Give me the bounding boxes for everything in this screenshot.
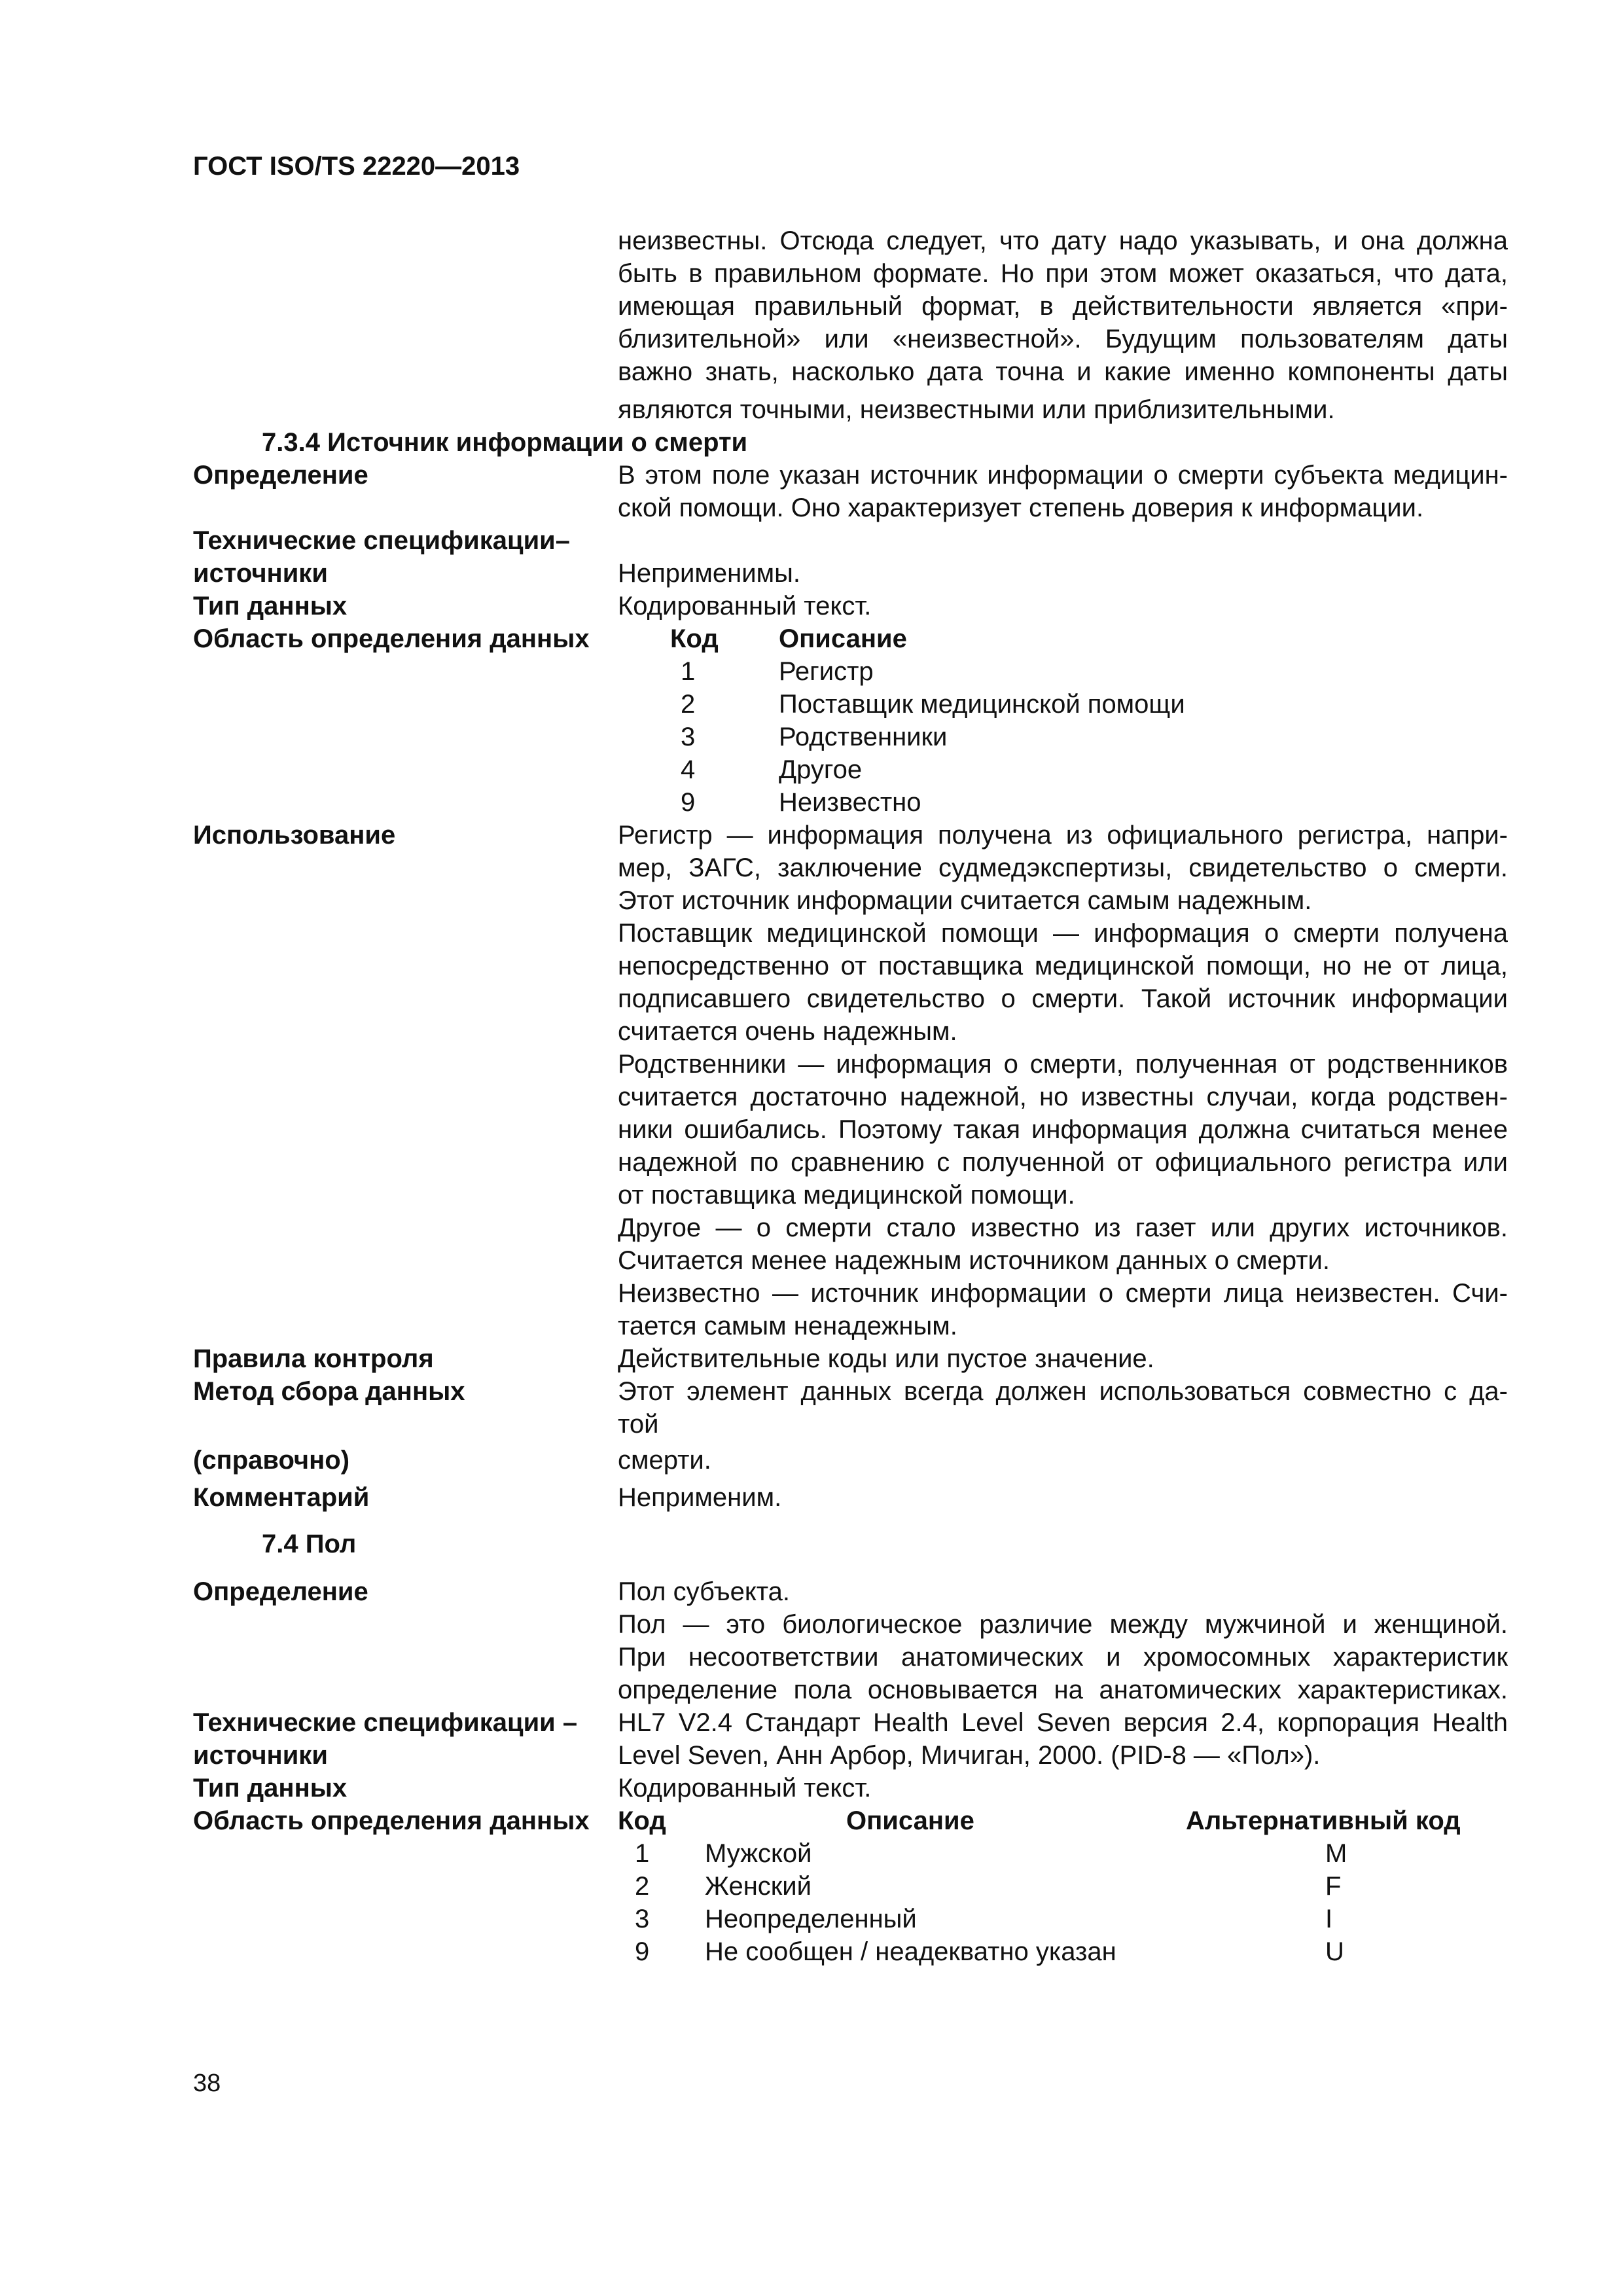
tech-spec-value: Неприменимы. (618, 559, 800, 588)
text-line: Другое — о смерти стало известно из газет или других источников. (618, 1213, 1508, 1242)
text-line: Родственники — информация о смерти, полученная от родственников (618, 1050, 1508, 1079)
label-line: Технические спецификации– (193, 526, 571, 555)
text-line: Поставщик медицинской помощи — информация о смерти получена (618, 919, 1508, 948)
section-heading-7-3-4: 7.3.4 Источник информации о смерти (262, 428, 748, 457)
datatype-value: Кодированный текст. (618, 592, 872, 620)
domain-row-description: Не сообщен / неадекватно указан (705, 1937, 1116, 1966)
control-rules-value: Действительные коды или пустое значение. (618, 1344, 1154, 1373)
definition-label: Определение (193, 461, 368, 490)
datatype-value: Кодированный текст. (618, 1774, 872, 1803)
domain-row-code: 1 (635, 1839, 650, 1868)
text-line: имеющая правильный формат, в действительности является «при- (618, 292, 1508, 321)
domain-row-code: 9 (635, 1937, 650, 1966)
text-line: При несоответствии анатомических и хромосомных характеристик (618, 1643, 1508, 1672)
domain-header-code: Код (618, 1806, 666, 1835)
text-line: ники ошибались. Поэтому такая информация должна считаться менее (618, 1115, 1508, 1144)
collection-method-label: Метод сбора данных (193, 1377, 465, 1406)
domain-row-description: Другое (779, 755, 863, 784)
document-header: ГОСТ ISO/TS 22220—2013 (193, 152, 520, 181)
text-line: подписавшего свидетельство о смерти. Такой источник информации (618, 984, 1508, 1013)
text-line: близительной» или «неизвестной». Будущим пользователям даты (618, 325, 1508, 353)
text-line: Level Seven, Анн Арбор, Мичиган, 2000. (PID-8 — «Пол»). (618, 1741, 1321, 1770)
text-line: неизвестны. Отсюда следует, что дату надо указывать, и она должна (618, 226, 1508, 255)
reference-label: (справочно) (193, 1446, 350, 1475)
text-line: быть в правильном формате. Но при этом может оказаться, что дата, (618, 259, 1508, 288)
domain-row-alt-code: F (1325, 1872, 1342, 1901)
definition-value (618, 1575, 1508, 1706)
tech-spec-value (618, 1706, 1508, 1772)
text-line: считается очень надежным. (618, 1017, 957, 1046)
text-line: являются точными, неизвестными или приблизительными. (618, 395, 1335, 424)
domain-row-description: Неизвестно (779, 788, 921, 817)
usage-value (618, 819, 1508, 1342)
label-line: Технические спецификации – (193, 1708, 578, 1737)
domain-label: Область определения данных (193, 1806, 590, 1835)
collection-method-value (618, 1375, 1508, 1441)
text-line: мер, ЗАГС, заключение судмедэкспертизы, свидетельство о смерти. (618, 853, 1508, 882)
definition-label: Определение (193, 1577, 368, 1606)
domain-row-alt-code: I (1325, 1905, 1333, 1933)
label-line: источники (193, 559, 328, 588)
datatype-label: Тип данных (193, 592, 348, 620)
domain-row-description: Родственники (779, 723, 948, 751)
domain-row-code: 1 (681, 657, 696, 686)
domain-header-alt-code: Альтернативный код (1186, 1806, 1461, 1835)
domain-row-code: 3 (681, 723, 696, 751)
text-line: HL7 V2.4 Стандарт Health Level Seven версия 2.4, корпорация Health (618, 1708, 1508, 1737)
domain-row-description: Женский (705, 1872, 812, 1901)
text-line: Пол — это биологическое различие между мужчиной и женщиной. (618, 1610, 1508, 1639)
reference-value: смерти. (618, 1446, 711, 1475)
domain-row-description: Неопределенный (705, 1905, 917, 1933)
text-line: Этот источник информации считается самым надежным. (618, 886, 1312, 915)
section-heading-7-4: 7.4 Пол (262, 1530, 357, 1558)
domain-row-code: 9 (681, 788, 696, 817)
domain-header-code: Код (670, 624, 719, 653)
text-line: ской помощи. Оно характеризует степень доверия к информации. (618, 493, 1424, 522)
domain-row-code: 2 (635, 1872, 650, 1901)
domain-row-code: 2 (681, 690, 696, 719)
intro-paragraph (618, 224, 1508, 426)
comment-label: Комментарий (193, 1483, 370, 1512)
domain-row-description: Регистр (779, 657, 874, 686)
text-line: тается самым ненадежным. (618, 1312, 957, 1340)
text-line: Считается менее надежным источником данных о смерти. (618, 1246, 1330, 1275)
tech-spec-label (193, 524, 570, 590)
text-line: непосредственно от поставщика медицинской помощи, но не от лица, (618, 952, 1508, 980)
text-line: от поставщика медицинской помощи. (618, 1181, 1075, 1210)
text-line: В этом поле указан источник информации о смерти субъекта медицин- (618, 461, 1508, 490)
text-line: считается достаточно надежной, но известны случаи, когда родствен- (618, 1083, 1508, 1111)
domain-label: Область определения данных (193, 624, 590, 653)
text-line: Этот элемент данных всегда должен использоваться совместно с да- (618, 1377, 1508, 1406)
domain-row-alt-code: M (1325, 1839, 1347, 1868)
definition-value (618, 459, 1508, 524)
text-line: той (618, 1410, 659, 1439)
text-line: Пол субъекта. (618, 1577, 791, 1606)
usage-label: Использование (193, 821, 396, 850)
domain-header-description: Описание (846, 1806, 974, 1835)
label-line: источники (193, 1741, 328, 1770)
domain-row-description: Поставщик медицинской помощи (779, 690, 1185, 719)
comment-value: Неприменим. (618, 1483, 782, 1512)
page-number: 38 (193, 2070, 221, 2097)
domain-row-description: Мужской (705, 1839, 812, 1868)
control-rules-label: Правила контроля (193, 1344, 434, 1373)
domain-header-description: Описание (779, 624, 907, 653)
domain-row-code: 4 (681, 755, 696, 784)
domain-row-code: 3 (635, 1905, 650, 1933)
text-line: надежной по сравнению с полученной от официального регистра или (618, 1148, 1508, 1177)
domain-row-alt-code: U (1325, 1937, 1344, 1966)
text-line: Регистр — информация получена из официального регистра, напри- (618, 821, 1508, 850)
text-line: определение пола основывается на анатомических характеристиках. (618, 1676, 1508, 1704)
text-line: Неизвестно — источник информации о смерти лица неизвестен. Счи- (618, 1279, 1508, 1308)
datatype-label: Тип данных (193, 1774, 348, 1803)
text-line: важно знать, насколько дата точна и какие именно компоненты даты (618, 357, 1508, 386)
tech-spec-label (193, 1706, 577, 1772)
